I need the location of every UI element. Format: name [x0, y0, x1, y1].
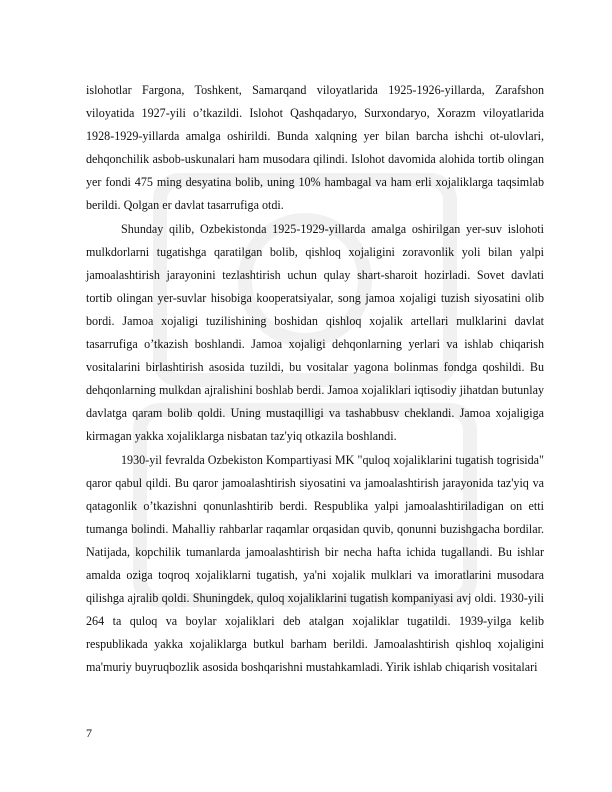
paragraph-2: Shunday qilib, Ozbekistonda 1925-1929-yillarda amalga oshirilgan yer-suv islohoti mulkdorlarni tugatishga qaratilgan bolib, qishloq xojaligini zoravonlik yoli bilan yalpi jamoalashtirish jarayonini tezlashtirish uchun qulay shart-sharoit hozirladi. Sovet davlati tortib olingan yer-suvlar hisobiga kooperatsiyalar, song jamoa xojaligi tuzish siyosatini olib bordi. Jamoa xojaligi tuzilishining boshidan qishloq xojalik artellari mulklarini davlat tasarrufiga o’tkazish boshlandi. Jamoa xojaligi dehqonlarning yerlari va ishlab chiqarish vositalarini birlashtirish asosida tuzildi, bu vositalar yagona bolinmas fondga qoshildi. Bu dehqonlarning mulkdan ajralishini boshlab berdi. Jamoa xojaliklari iqtisodiy jihatdan butunlay davlatga qaram bolib qoldi. Uning mustaqilligi va tashabbusv cheklandi. Jamoa xojaligiga kirmagan yakka xojaliklarga nisbatan taz'yiq otkazila boshlandi. [86, 221, 544, 444]
paragraph-3: 1930-yil fevralda Ozbekiston Kompartiyasi MK "quloq xojaliklarini tugatish togrisida" qaror qabul qildi. Bu qaror jamoalashtirish siyosatini va jamoalashtirish jarayonida taz'yiq va qatagonlik o’tkazishni qonunlashtirib berdi. Respublika yalpi jamoalashtiriladigan on etti tumanga bolindi. Mahalliy rahbarlar raqamlar orqasidan quvib, qonunni buzishgacha bordilar. Natijada, kopchilik tumanlarda jamoalashtirish bir necha hafta ichida tugallandi. Bu ishlar amalda oziga toqroq xojaliklarni tugatish, ya'ni xojalik mulklari va imoratlarini musodara qilishga ajralib qoldi. Shuningdek, quloq xojaliklarini tugatish kompaniyasi avj oldi. 1930-yili 264 ta quloq va boylar xojaliklari deb atalgan xojaliklar tugatildi. 1939-yilga kelib respublikada yakka xojaliklarga butkul barham berildi. Jamoalashtirish qishloq xojaligini ma'muriy buyruqbozlik asosida boshqarishni mustahkamladi. Yirik ishlab chiqarish vositalari [86, 452, 544, 675]
paragraph-1: islohotlar Fargona, Toshkent, Samarqand viloyatlarida 1925-1926-yillarda, Zarafshon viloyatida 1927-yili o’tkazildi. Islohot Qashqadaryo, Surxondaryo, Xorazm viloyatlarida 1928-1929-yillarda amalga oshirildi. Bunda xalqning yer bilan barcha ishchi ot-ulovlari, dehqonchilik asbob-uskunalari ham musodara qilindi. Islohot davomida alohida tortib olingan yer fondi 475 ming desyatina bolib, uning 10% hambagal va ham erli xojaliklarga taqsimlab berildi. Qolgan er davlat tasarrufiga otdi. [86, 83, 544, 213]
page-number: 7 [86, 726, 92, 740]
document-body [86, 79, 544, 679]
